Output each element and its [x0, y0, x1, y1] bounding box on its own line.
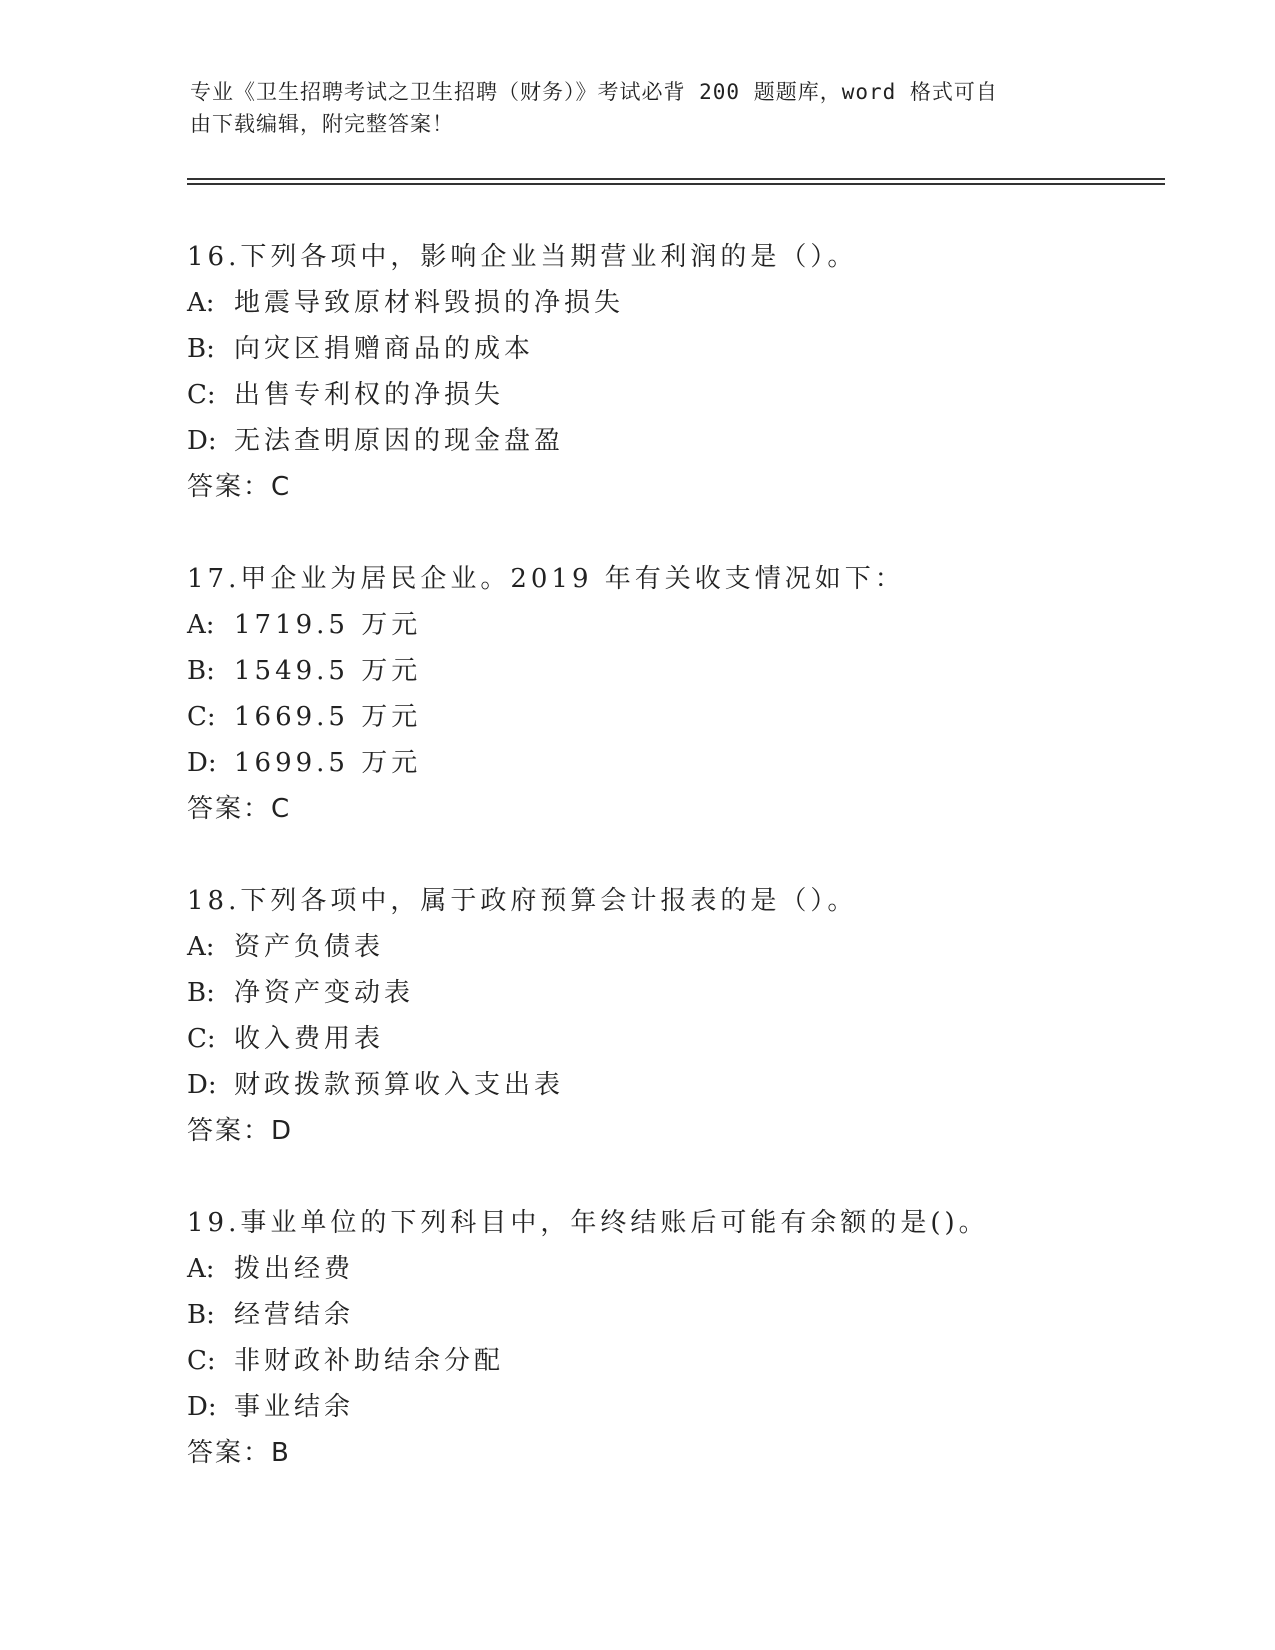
option-d [187, 1384, 1167, 1430]
option-letter: A: [187, 288, 215, 318]
question-stem: 16.下列各项中，影响企业当期营业利润的是（）。 [187, 242, 858, 272]
option-c [187, 1016, 1167, 1062]
question-stem: 19.事业单位的下列科目中，年终结账后可能有余额的是()。 [187, 1208, 989, 1238]
option-text: 1719.5 万元 [234, 610, 422, 640]
option-text: 出售专利权的净损失 [234, 380, 505, 410]
option-d [187, 740, 1167, 786]
answer-line: 答案：C [187, 472, 292, 502]
option-text: 向灾区捐赠商品的成本 [234, 334, 535, 364]
option-letter: B: [187, 334, 215, 364]
option-text: 地震导致原材料毁损的净损失 [234, 288, 625, 318]
option-a [187, 1246, 1167, 1292]
option-text: 1549.5 万元 [234, 656, 422, 686]
option-text: 资产负债表 [234, 932, 385, 962]
option-letter: D: [187, 748, 217, 778]
option-text: 经营结余 [234, 1300, 355, 1330]
option-c [187, 1338, 1167, 1384]
option-a [187, 924, 1167, 970]
question-19 [187, 1200, 1167, 1476]
option-c [187, 694, 1167, 740]
question-stem: 17.甲企业为居民企业。2019 年有关收支情况如下： [187, 564, 905, 594]
question-16 [187, 234, 1167, 510]
document-header [190, 76, 1090, 140]
option-letter: A: [187, 610, 215, 640]
header-divider-top [187, 178, 1165, 180]
option-text: 净资产变动表 [234, 978, 415, 1008]
option-letter: B: [187, 1300, 215, 1330]
option-text: 财政拨款预算收入支出表 [234, 1070, 565, 1100]
question-17 [187, 556, 1167, 832]
option-d [187, 1062, 1167, 1108]
option-text: 1699.5 万元 [234, 748, 422, 778]
option-letter: B: [187, 978, 215, 1008]
option-letter: C: [187, 380, 216, 410]
option-letter: D: [187, 426, 217, 456]
header-divider-bottom [187, 183, 1165, 185]
answer-line: 答案：C [187, 794, 292, 824]
option-a [187, 602, 1167, 648]
option-text: 收入费用表 [234, 1024, 385, 1054]
header-line-1: 专业《卫生招聘考试之卫生招聘（财务）》考试必背 200 题题库，word 格式可自 [190, 80, 998, 104]
option-b [187, 648, 1167, 694]
option-b [187, 970, 1167, 1016]
header-line-2: 由下载编辑，附完整答案！ [190, 112, 454, 136]
option-letter: D: [187, 1070, 217, 1100]
answer-line: 答案：D [187, 1116, 294, 1146]
option-text: 事业结余 [234, 1392, 355, 1422]
option-letter: D: [187, 1392, 217, 1422]
option-b [187, 326, 1167, 372]
option-c [187, 372, 1167, 418]
question-stem: 18.下列各项中，属于政府预算会计报表的是（）。 [187, 886, 858, 916]
option-b [187, 1292, 1167, 1338]
question-18 [187, 878, 1167, 1154]
option-letter: A: [187, 1254, 215, 1284]
option-letter: C: [187, 702, 216, 732]
option-letter: C: [187, 1024, 216, 1054]
option-text: 拨出经费 [234, 1254, 355, 1284]
option-text: 无法查明原因的现金盘盈 [234, 426, 565, 456]
option-text: 非财政补助结余分配 [234, 1346, 505, 1376]
option-d [187, 418, 1167, 464]
answer-line: 答案：B [187, 1438, 291, 1468]
option-letter: A: [187, 932, 215, 962]
option-a [187, 280, 1167, 326]
option-letter: B: [187, 656, 215, 686]
option-text: 1669.5 万元 [234, 702, 422, 732]
option-letter: C: [187, 1346, 216, 1376]
